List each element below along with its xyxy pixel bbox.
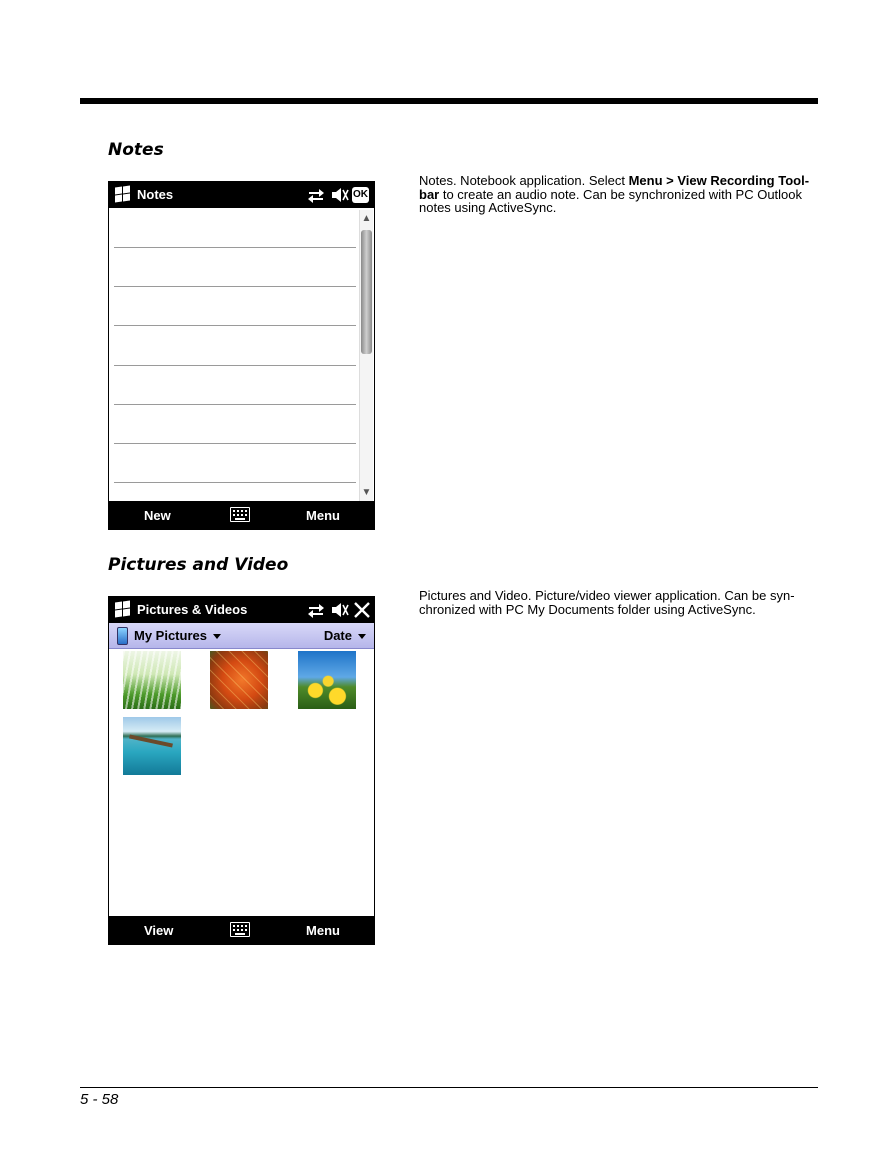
device-icon [117,627,128,645]
top-rule [80,98,818,104]
menu-softkey[interactable]: Menu [306,508,340,523]
page-number: 5 - 58 [80,1091,119,1108]
volume-icon[interactable] [331,186,349,204]
pictures-softkey-bar [109,916,374,944]
note-line [114,443,356,444]
close-icon[interactable] [352,600,372,620]
ok-icon[interactable]: OK [352,187,369,203]
notes-scrollbar[interactable] [359,210,373,502]
note-line [114,247,356,248]
notes-description-menu-path: Menu > View Recording Tool-bar [419,173,810,202]
folder-dropdown[interactable] [134,628,221,643]
notes-heading: Notes [108,140,164,160]
notes-description [419,174,819,215]
bottom-rule [80,1087,818,1088]
yellow-flowers-photo-thumbnail[interactable] [298,651,356,709]
grass-photo-thumbnail[interactable] [123,651,181,709]
pictures-titlebar [109,597,374,623]
scroll-thumb[interactable] [361,230,372,354]
pictures-heading: Pictures and Video [108,555,289,575]
notes-description-text-1: Notes. Notebook application. Select [419,173,629,188]
windows-logo-icon[interactable] [115,186,132,203]
chevron-down-icon [213,634,221,639]
pictures-title: Pictures & Videos [137,602,248,617]
sync-icon[interactable] [307,602,325,618]
volume-icon[interactable] [331,601,349,619]
pier-shape [129,734,173,747]
note-line [114,404,356,405]
new-softkey[interactable]: New [144,508,171,523]
notes-description-text-2: to create an audio note. Can be synchronized with PC Outlook notes using ActiveSync. [419,186,803,215]
beach-pier-photo-thumbnail[interactable] [123,717,181,775]
chevron-down-icon [358,634,366,639]
keyboard-icon[interactable] [230,507,250,522]
windows-logo-icon[interactable] [115,601,132,618]
folder-dropdown-label: My Pictures [134,628,207,643]
note-line [114,325,356,326]
autumn-leaf-photo-thumbnail[interactable] [210,651,268,709]
notes-title: Notes [137,187,174,202]
pictures-description: Pictures and Video. Picture/video viewer application. Can be syn-chronized with PC My Documents folder using ActiveSync. [419,588,795,617]
sort-dropdown[interactable] [324,628,366,643]
notes-softkey-bar [109,501,374,529]
sync-icon[interactable] [307,187,325,203]
note-line [114,482,356,483]
folder-bar [109,623,374,649]
menu-softkey[interactable]: Menu [306,923,340,938]
sort-dropdown-label: Date [323,628,352,643]
pictures-screenshot [108,596,375,945]
scroll-up-arrow-icon[interactable]: ▲ [361,213,372,224]
view-softkey[interactable]: View [144,923,174,938]
note-line [114,286,356,287]
keyboard-icon[interactable] [230,922,250,937]
note-line [114,365,356,366]
notes-screenshot [108,181,375,530]
notes-titlebar [109,182,374,208]
scroll-down-arrow-icon[interactable]: ▼ [361,487,372,498]
